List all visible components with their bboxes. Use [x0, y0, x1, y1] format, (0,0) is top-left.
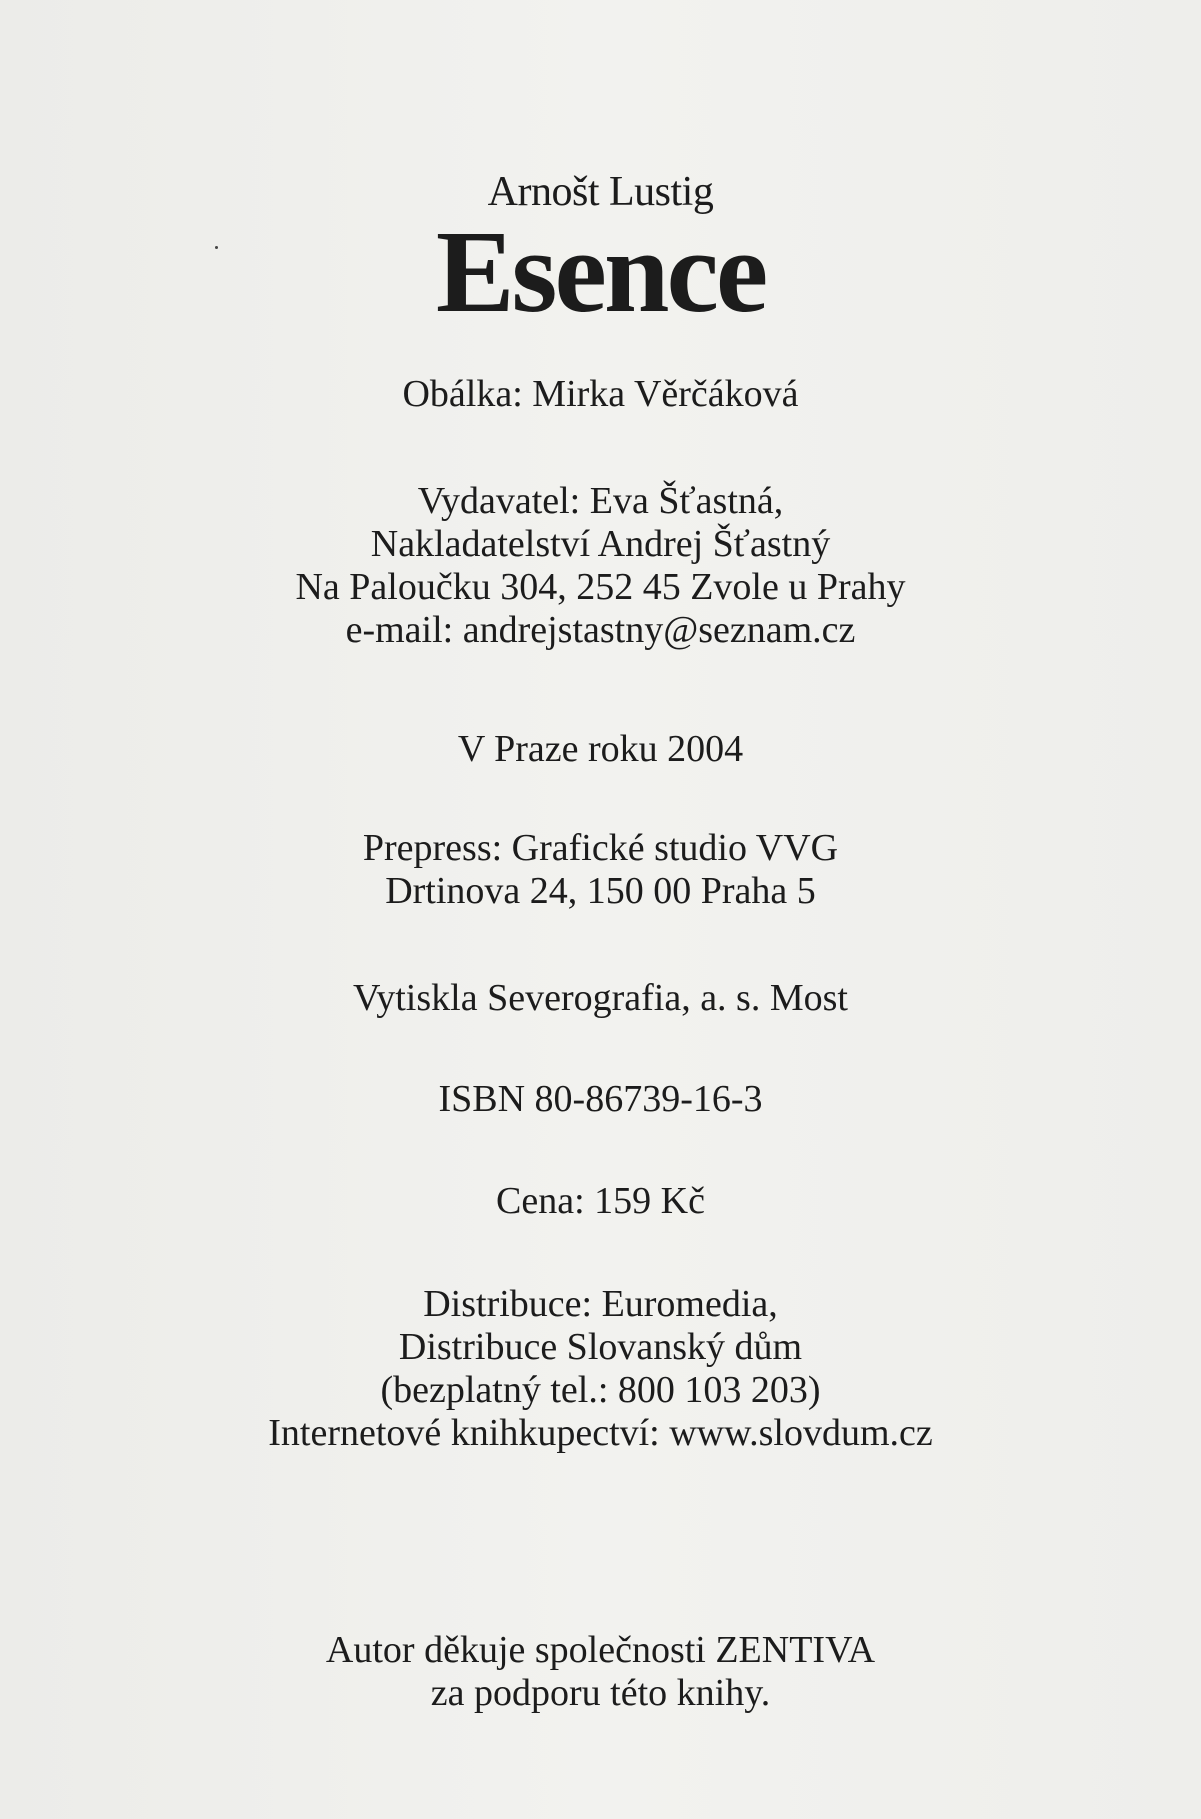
- publisher-address: Na Paloučku 304, 252 45 Zvole u Prahy: [295, 566, 906, 608]
- publisher-line-1: Vydavatel: Eva Šťastná,: [417, 480, 784, 522]
- printer: Vytiskla Severografia, a. s. Most: [353, 977, 848, 1019]
- thanks-block: [0, 1629, 1201, 1715]
- author-name: Arnošt Lustig: [487, 169, 714, 215]
- distribution-block: [0, 1283, 1201, 1455]
- distribution-phone: (bezplatný tel.: 800 103 203): [380, 1369, 821, 1411]
- isbn: ISBN 80-86739-16-3: [438, 1078, 763, 1120]
- price-block: [0, 1180, 1201, 1223]
- prepress-block: [0, 827, 1201, 913]
- prepress-line-1: Prepress: Grafické studio VVG: [362, 827, 839, 869]
- distribution-line-2: Distribuce Slovanský dům: [398, 1326, 803, 1368]
- distribution-line-1: Distribuce: Euromedia,: [423, 1283, 778, 1325]
- price: Cena: 159 Kč: [496, 1180, 705, 1222]
- publisher-block: [0, 480, 1201, 652]
- publisher-line-2: Nakladatelství Andrej Šťastný: [370, 523, 831, 565]
- cover-credit-block: [0, 373, 1201, 416]
- publisher-email: e-mail: andrejstastny@seznam.cz: [345, 609, 856, 651]
- book-title: Esence: [435, 206, 766, 337]
- isbn-block: [0, 1078, 1201, 1121]
- printer-block: [0, 977, 1201, 1020]
- cover-credit: Obálka: Mirka Věrčáková: [402, 373, 799, 415]
- distribution-web: Internetové knihkupectví: www.slovdum.cz: [268, 1412, 933, 1454]
- place-year: V Praze roku 2004: [457, 728, 744, 770]
- thanks-line-2: za podporu této knihy.: [430, 1672, 771, 1714]
- prepress-line-2: Drtinova 24, 150 00 Praha 5: [385, 870, 816, 912]
- thanks-line-1: Autor děkuje společnosti ZENTIVA: [325, 1629, 876, 1671]
- place-year-block: [0, 728, 1201, 771]
